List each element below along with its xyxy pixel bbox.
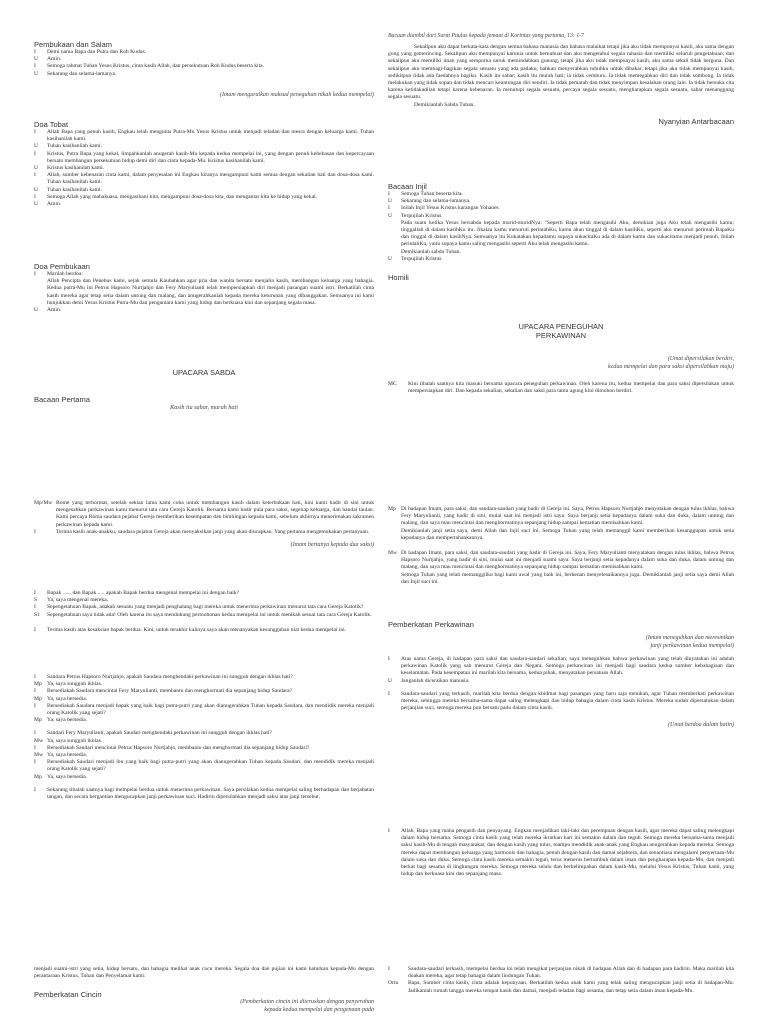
- page-1-right-column: [388, 0, 734, 452]
- liturgy-line: U Amin.: [34, 307, 62, 314]
- liturgy-line: Semoga Tuhan yang telah memanggilku bagi kami awal yang baik ini, berkenan menyelesaikannya juga. Demikianlah janji setia saya demi Allah dan Injil suci ini.: [401, 571, 734, 585]
- liturgy-line: I Bersediakah Saudara mencintai Fery Maryulianti, membantu dan menghormati dia sepanjang hidup Saudara?: [34, 688, 293, 695]
- liturgy-word-heading: UPACARA SABDA: [172, 368, 236, 377]
- page-2: [0, 494, 768, 942]
- opening-section: [34, 40, 374, 99]
- reading-text: Sekalipun aku dapat berkata-kata dengan semua bahasa manusia dan bahasa malaikat tetapi jika aku tidak mempunyai kasih, aku sama dengan gong yang gemerincing. Sekalipun aku mempunyai karunia untuk bernubuat dan aku mengetahui segala rahasia dan memiliki seluruh pengetahuan; dan sekalipun aku memiliki iman yang sempurna untuk memindahkan gunung, tetapi jika aku tidak mempunyai kasih, aku sama sekali tidak berguna. Dan sekalipun aku membagi-bagikan segala sesuatu yang ada padaku, bahkan menyerahkan tubuhku untuk dibakar, tetapi jika aku tidak mempunyai kasih, sedikitpun tidak ada faedahnya bagiku. Kasih itu sabar; kasih itu murah hati; ia tidak cemburu. Ia tidak memegahkan diri dan tidak sombong. Ia tidak melakukan yang tidak sopan dan tidak mencari keuntungan diri sendiri. Ia tidak pemarah dan tidak menyimpan kesalahan orang lain. Ia tidak bersuka cita karena ketidakadilan tetapi karena kebenaran. Ia menutupi segala sesuatu, percaya segala sesuatu, mengharapkan segala sesuatu, sabar menanggung segala sesuatu.: [388, 44, 734, 101]
- liturgy-line: U Sekarang dan selama-lamanya.: [34, 70, 117, 77]
- opening-heading: Pembukaan dan Salam: [34, 40, 112, 49]
- marriage-heading-line2: PERKAWINAN: [535, 331, 587, 340]
- liturgy-line: Mw Ya, saya bersedia.: [34, 752, 88, 759]
- witness-questions: [34, 590, 374, 634]
- liturgy-line: I Allah, Bapa yang maha pengasih dan penyayang. Engkau menjadikan laki-laki dan perempuan dengan kasih, agar mereka dapat saling melengkapi dalam hidup bersama. Semoga cinta kasih yang telah mereka ikrarkan hari ini semakin dalam dan teguh. Semoga mereka bersama-sama menjadi saksi kasih-Mu di tengah masyarakat, dan dengan kasih yang tulus, mampu mendidik anak-anak yang Engkau anugerahkan kepada mereka. Semoga mereka dapat membangun keluarga yang harmonis dan bahagia, penuh dengan kasih dan damai sejahtera, dan senantiasa mengalami penyertaan-Mu dalam suka dan duka. Semoga cinta kasih mereka semakin teguh, terus menerus bertumbuh dalam iman dan pengharapan kepada-Mu, dan menjadi berkat bagi sesama di lingkungan mereka. Semoga mereka selalu dan berkelimpahan dalam kasih-Mu, melalui Yesus Kristus, Tuhan kami, yang hidup dan berkuasa kini dan sepanjang masa.: [388, 828, 734, 878]
- liturgy-line: Mp Ya, saya sungguh ikhlas.: [34, 681, 103, 688]
- liturgy-line: I Bersediakah Saudari mencintai Petrus Hapsoro Nurtjahjo, membantu dan menghormati dia sepanjang hidup Saudari?: [34, 744, 310, 751]
- couple-questions: [34, 674, 374, 801]
- liturgy-line: Mp Di hadapan Imam, para saksi, dan saudara-saudari yang hadir di Gereja ini. Saya, Petrus Hapsoro Nurtjahjo menyatakan dengan tulus ikhlas, bahwa Fery Maryulianti, yang hadir di sini, mulai saat ini menjadi istri saya. Saya berjanji setia kepadanya dalam suka dan duka, dalam untung dan malang, dan saya mau mencintai dan menghormatinya sepanjang hidup sampai kematian memisahkan kami.: [388, 506, 734, 527]
- marriage-rite: [388, 322, 734, 395]
- liturgy-line: I Allah Bapa yang penuh kasih, Engkau telah mengutus Putra-Mu Yesus Kristus untuk menjadi teladan dan mesra dengan keluarga kami. Tuhan kasihanilah kami.: [34, 129, 374, 143]
- liturgy-line: U Kristus kasihanilah kami.: [34, 165, 105, 172]
- psalm-heading: Nyanyian Antarbacaan: [658, 116, 734, 126]
- liturgy-line: I Saudari Fery Maryulianti, apakah Saudari menghendaki perkawinan ini sungguh dengan ikhlas hati?: [34, 730, 272, 737]
- liturgy-line: Ortu Bapa, Sumber cinta kasih, cinta adalah kepunyaan. Berkatilah kedua anak kami yang telah saling mengucapkan janji setia di hadapan-Mu. Jadikanlah rumah tangga mereka tempat kasih dan damai, menjadi teladan bagi sesama, dan tetap setia dalam iman kepada-Mu.: [388, 980, 734, 994]
- page-1-left-column: [34, 0, 374, 452]
- liturgy-line: S Ya, saya mengenal mereka.: [34, 597, 109, 604]
- liturgy-line: I Saudara Petrus Hapsoro Nurtjahjo, apakah Saudara menghendaki perkawinan ini sungguh dengan ikhlas hati?: [34, 674, 293, 680]
- gospel-heading: Bacaan Injil: [388, 182, 427, 191]
- liturgy-of-word: [34, 368, 374, 412]
- liturgy-line: U Tuhan kasihanilah kami.: [34, 143, 102, 150]
- liturgy-line: I Marilah berdoa:: [34, 271, 83, 277]
- liturgy-line: I Terima kasih anak-anakku, saudara pejabat Gereja akan menyaksikan janji yang akan diucapkan. Yang pertama mengemukakan pertanyaan.: [34, 528, 370, 535]
- liturgy-line: U Terpujilah Kristus: [388, 212, 442, 219]
- ring-heading: Pemberkatan Cincin: [34, 990, 102, 1000]
- liturgy-line: I Saudara-saudari terkasih, mempelai berdua ini telah mengikat perjanjian nikah di hadapan Allah dan di hadapan para hadirin. Maka marilah kita doakan mereka, agar tetap bahagia dalam lindungan Tuhan.: [388, 966, 734, 980]
- ring-note-line2: kepada kedua mempelai dan pengenaan pada: [264, 1006, 374, 1013]
- confirmation-note-line2: janji perkawinan kedua mempelai): [650, 642, 734, 649]
- gospel-section: [388, 182, 734, 282]
- first-reading-title: Kasih itu sabar, murah hati: [170, 404, 238, 411]
- liturgy-line: I Inilah Injil Yesus Kristus karangan Yohanes: [388, 205, 499, 212]
- liturgy-line: Demikianlah sabda Tuhan.: [401, 248, 461, 255]
- blessing-prayer: [388, 828, 734, 878]
- liturgy-line: Allah Pencipta dan Penebus kami, sejak semula Kaubahkan agar pria dan wanita bersatu menjalin kasih, membangun keluarga yang bahagia. Kedua putra-Mu ini Petrus Hapsoro Nurtjahjo dan Fery Maryulianti telah mempersiapkan diri menjadi pasangan suami istri. Berkatilah cinta kasih mereka agar tetap setia dalam untung dan malang, dan anugerahkanlah kepada mereka keturunan yang dibanggakan. Semuanya ini kami hunjukkan demi Yesus Kristus Putra-Mu dan pengantara kami yang hidup dan berkuasa kini dan sepanjang segala masa.: [47, 278, 374, 306]
- prayer-continuation-text: menjadi suami-istri yang setia, hidup bersatu, dan bahagia melihat anak cucu mereka. Segala doa dan pujian ini kami haturkan kepada-Mu dengan perantaraan Kristus, Tuhan dan Penyelamat kami.: [34, 966, 374, 980]
- liturgy-line: U Terpujilah Kristus: [388, 255, 442, 262]
- reading-end: Demikianlah Sabda Tuhan.: [414, 101, 475, 108]
- reading-source: Bacaan diambil dari Surat Paulus kepada jemaat di Korintus yang pertama, 13: 1-7: [388, 33, 584, 39]
- marriage-note-line2: kedua mempelai dan para saksi dipersilahkan maju): [608, 363, 734, 370]
- penitential-section: [34, 120, 374, 208]
- liturgy-line: I Semoga Allah yang mahakuasa, mengasihani kita, mengampuni dosa-dosa kita, dan mengantar kita ke hidup yang kekal.: [34, 193, 318, 200]
- liturgy-line: I Bersediakah Saudara menjadi bapak yang baik bagi putra-putri yang akan dianugerahkan Tuhan kepada Saudara, dan mendidik mereka menjadi orang Katolik yang sejati?: [34, 702, 374, 717]
- liturgy-line: Mw Ya, saya sungguh ikhlas.: [34, 737, 103, 744]
- liturgy-line: I Semoga rahmat Tuhan Yesus Kristus, cinta kasih Allah, dan persekutuan Roh Kudus beserta kita.: [34, 63, 265, 70]
- liturgy-line: Demikianlah janji setia saya, demi Allah dan Injil suci ini. Semoga Tuhan yang telah memanggil kami memberikan kesanggupan untuk setia kepadanya dan mempertahankannya.: [401, 527, 734, 541]
- liturgy-line: U Sekarang dan selama-lamanya.: [388, 198, 471, 205]
- liturgy-line: Mp Ya, saya bersedia.: [34, 717, 88, 724]
- liturgy-line: Mp Ya, saya bersedia.: [34, 695, 88, 702]
- page-3-right-column: [388, 956, 734, 1024]
- pray-note: (Umat berdoa dalam batin): [668, 722, 734, 729]
- liturgy-line: Mw Di hadapan Imam, para saksi, dan saudara-saudari yang hadir di Gereja ini. Saya, Fery Maryulianti menyatakan dengan tulus ikhlas, bahwa Petrus Hapsoro Nurtjahjo, yang hadir di sini, mulai saat ini menjadi suami saya. Saya berjanji setia kepadanya dalam suka dan duka, dalam untung dan malang, dan saya mau mencintai dan menghormatinya sepanjang hidup sampai kematian memisahkan kami.: [388, 550, 734, 571]
- prayer-continuation: [34, 966, 374, 1014]
- confirmation-heading: Pemberkatan Perkawinan: [388, 620, 474, 629]
- homily-heading: Homili: [388, 273, 409, 283]
- page-1: [0, 0, 768, 452]
- liturgy-line: I Allah, sumber kebenaran cinta kami, dalam penyesalan ini Engkau kiranya mengampuni kami semua dengan sekalian hati dan dosa-dosa kami. Tuhan kasihanilah kami.: [34, 172, 374, 186]
- couple-request: [34, 500, 374, 550]
- liturgy-line: I Bapak ...... dan Bapak ..... apakah Bapak berdua mengenal mempelai ini dengan baik?: [34, 590, 240, 596]
- liturgy-line: I Demi nama Bapa dan Putra dan Roh Kudus.: [34, 49, 147, 55]
- liturgy-line: Mp Ya, saya bersedia.: [34, 773, 88, 780]
- liturgy-line: U Tuhan kasihanilah kami.: [34, 186, 102, 193]
- witness-note: (Imam bertanya kepada dua saksi): [290, 542, 374, 549]
- liturgy-line: I Terima kasih atas kesaksian bapak berdua. Kini, untuk terakhir kalinya saya akan menanyakan kesungguhan niat kedua mempelai ini.: [34, 626, 347, 633]
- liturgy-line: U Amin.: [34, 201, 62, 208]
- liturgy-line: Pada suatu ketika Yesus bersabda kepada murid-muridNya: "Seperti Bapa telah mengasihi Aku, demikian juga Aku telah mengasihi kamu; tinggallah di dalam kasihKu itu. Jikalau kamu menuruti perintahKu, kamu akan tinggal di dalam kasihKu, seperti aku menuruti perintah BapaKu dan tinggal di dalam kasihNya. Semuanya itu Kukatakan kepadamu supaya sukacitaKu ada di dalam kamu dan sukacitamu menjadi penuh. Inilah perintahKu, yaitu supaya kamu saling mengasihi seperti Aku telah mengasihi kamu.: [401, 219, 734, 248]
- liturgy-line: I Kristus, Putra Bapa yang kekal, limpahkanlah anugerah kasih-Mu kepada kedua mempelai ini, yang dengan penuh kebebasan dan kepercayaan bersatu membangun persekutuan hidup demi diri dan cinta kepada-Mu. Kristus kasihanilah kami.: [34, 150, 374, 164]
- page-2-right-column: [388, 494, 734, 942]
- liturgy-line: I Semoga Tuhan beserta kita.: [388, 191, 463, 197]
- marriage-heading-line1: UPACARA PENEGUHAN: [518, 322, 604, 331]
- confirmation-section: [388, 620, 734, 730]
- liturgy-line: S1 Sepengetahuan saya tidak ada! Oleh karena itu saya mendukung permohonan kedua mempelai ini untuk menikah sesuai tata cara Gereja Katolik.: [34, 611, 372, 618]
- liturgy-line: Mp/Mw Rome yang terhormat, setelah sekian lama kami coba untuk membangun kasih dalam keterbukaan hati, kini kami hadir di sini untuk mengesahkan perkawinan kami menurut tata cara Gereja Katolik. Bersama kami hadir pula para saksi, segenap keluarga, dan handai taulan. Kami percaya Roma saudara pejabat Gereja memberikan kesempatan dan bimbingan kepada kami, sebelum akhirnya menerimakan sakramen perkawinan kepada kami.: [34, 500, 374, 528]
- liturgy-line: I Sepengetahuan Bapak, adakah sesuatu yang menjadi penghalang bagi mereka untuk menerima perkawinan menurut tata cara Gereja Katolik?: [34, 604, 364, 611]
- liturgy-line: I Saudara-saudari yang terkasih, marilah kita berdoa dengan khidmat bagi pasangan yang baru saja menikah, agar Tuhan memberkati perkawinan mereka, sehingga mereka bersama-sama dapat saling melengkapi dan hidup bahagia dalam cinta kasih Kristus. Mereka sudah dipersatukan dalam perjanjian suci, semoga mereka pun bersatu padu dalam cinta kasih.: [388, 690, 734, 712]
- penitential-heading: Doa Tobat: [34, 120, 69, 129]
- first-reading: [388, 32, 734, 126]
- confirmation-note-line1: (Imam meneguhkan dan meresmikan: [645, 635, 734, 641]
- liturgy-line: U Amin.: [34, 56, 62, 63]
- collect-section: [34, 262, 374, 314]
- liturgy-line: I Atas nama Gereja, di hadapan para saksi dan saudara-saudari sekalian, saya meneguhkan bahwa perkawinan yang telah dinyatakan ini adalah perkawinan Katolik yang sah menurut Gereja dan Negara. Semoga perkawinan ini menjadi bagi saudara kedua sumber kebahagiaan dan keselamatan. Pada kesempatan ini marilah kita bersama, kedua pihak, menyatakan persatuan Allah.: [388, 656, 734, 677]
- page-3-left-column: [34, 956, 374, 1024]
- vows-section: [388, 506, 734, 586]
- marriage-note-line1: (Umat dipersilakan berdiri,: [667, 356, 734, 362]
- opening-note: (Imam menguraikan maksud peneguhan nikah kedua mempelai): [220, 91, 374, 98]
- collect-heading: Doa Pembukaan: [34, 262, 90, 271]
- liturgy-line: MC Kini tibalah saatnya kita masuki bersama upacara peneguhan perkawinan. Oleh karena itu, kedua mempelai dan para saksi dipersilakan untuk mempersiapkan diri. Dan kepada sekalian, sekalian dan saksi para tamu agung kini dimohon berdiri.: [388, 381, 734, 395]
- liturgy-line: U Janganlah diceraikan manusia.: [388, 677, 470, 684]
- liturgy-line: I Sekarang tibalah saatnya bagi mempelai berdua untuk menerima perkawinan. Saya persilakan kedua mempelai saling berhadapan dan berjabatan tangan, dan secara bergantian mengucapkan janji perkawinan suci. Hadirin dipersilahkan menjadi saksi atas janji tersebut.: [34, 786, 374, 801]
- liturgy-line: I Bersediakah Saudari menjadi ibu yang baik bagi putra-putri yang akan dianugerahkan Tuhan kepada Saudari, dan mendidik mereka menjadi orang Katolik yang sejati?: [34, 759, 374, 773]
- ring-note-line1: (Pemberkatan cincin ini diteruskan dengan penyerahan: [240, 999, 374, 1006]
- first-reading-heading: Bacaan Pertama: [34, 395, 90, 404]
- parents-blessing: [388, 966, 734, 995]
- page-3: [0, 956, 768, 1024]
- page-2-left-column: [34, 494, 374, 942]
